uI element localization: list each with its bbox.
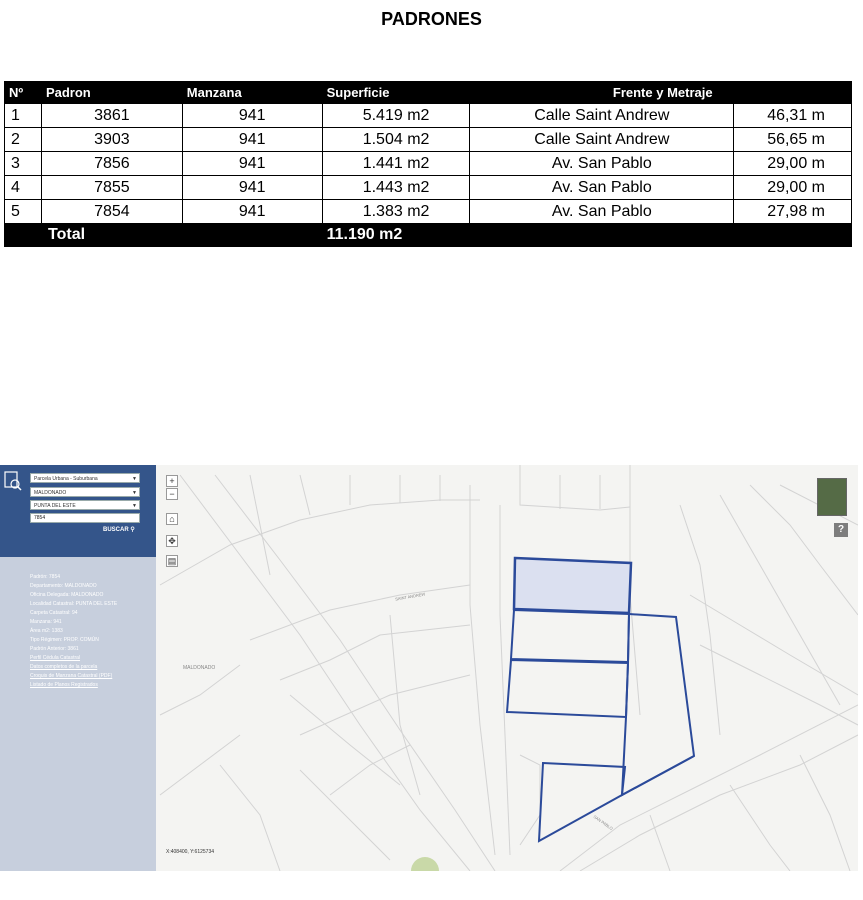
street-label: SAINT ANDREW: [394, 591, 426, 602]
chevron-down-icon: ▼: [132, 503, 137, 509]
table-header-row: [5, 82, 852, 104]
row-frente: Calle Saint Andrew: [470, 104, 734, 128]
info-line: Carpeta Catastral: 94: [30, 610, 78, 616]
row-number: 4: [5, 176, 42, 200]
row-manzana: 941: [182, 176, 322, 200]
row-manzana: 941: [182, 200, 322, 224]
zoom-out-button[interactable]: −: [166, 488, 178, 500]
chevron-down-icon: ▼: [132, 490, 137, 496]
padron-input[interactable]: 7854: [30, 513, 140, 523]
locality-select[interactable]: [30, 500, 140, 510]
table-row: [5, 176, 852, 200]
chevron-down-icon: ▼: [132, 476, 137, 482]
layer-select-value: Parcela Urbana - Suburbana: [34, 476, 98, 482]
row-number: 1: [5, 104, 42, 128]
cadastre-logo-icon: [4, 471, 22, 491]
layer-select[interactable]: [30, 473, 140, 483]
row-superficie: 1.443 m2: [322, 176, 470, 200]
help-button[interactable]: ?: [834, 523, 848, 537]
info-line: Oficina Delegada: MALDONADO: [30, 592, 104, 598]
row-manzana: 941: [182, 128, 322, 152]
row-manzana: 941: [182, 104, 322, 128]
info-link[interactable]: Croquis de Manzana Catastral (PDF): [30, 673, 113, 679]
parcel-outlines: [507, 610, 694, 841]
highlighted-parcel: [514, 558, 631, 613]
row-superficie: 5.419 m2: [322, 104, 470, 128]
row-metraje: 27,98 m: [734, 200, 852, 224]
row-frente: Av. San Pablo: [470, 152, 734, 176]
locality-select-value: PUNTA DEL ESTE: [34, 503, 76, 509]
row-number: 3: [5, 152, 42, 176]
header-frente: Frente y Metraje: [470, 82, 852, 104]
row-frente: Av. San Pablo: [470, 200, 734, 224]
header-manzana: Manzana: [182, 82, 322, 104]
pan-icon[interactable]: ✥: [166, 535, 178, 547]
info-line: Departamento: MALDONADO: [30, 583, 97, 589]
row-padron: 7855: [41, 176, 182, 200]
home-icon[interactable]: ⌂: [166, 513, 178, 525]
street-label: MALDONADO: [183, 665, 216, 671]
header-number: Nº: [5, 82, 42, 104]
table-row: [5, 128, 852, 152]
info-line: Manzana: 941: [30, 619, 62, 625]
total-row: [5, 224, 852, 247]
cadastral-map-screenshot: [0, 465, 858, 871]
header-superficie: Superficie: [322, 82, 470, 104]
street-label: SAN PABLO: [592, 814, 614, 831]
header-padron: Padron: [41, 82, 182, 104]
padrones-table: [4, 81, 852, 247]
row-padron: 7854: [41, 200, 182, 224]
row-manzana: 941: [182, 152, 322, 176]
info-link[interactable]: Datos completos de la parcela: [30, 664, 98, 670]
info-line: Padrón Anterior: 3861: [30, 646, 79, 652]
row-padron: 3903: [41, 128, 182, 152]
table-row: [5, 200, 852, 224]
row-metraje: 29,00 m: [734, 152, 852, 176]
search-button[interactable]: [103, 526, 135, 533]
row-number: 2: [5, 128, 42, 152]
zoom-in-button[interactable]: +: [166, 475, 178, 487]
table-row: [5, 104, 852, 128]
row-frente: Calle Saint Andrew: [470, 128, 734, 152]
search-button-label: BUSCAR: [103, 527, 129, 533]
info-line: Localidad Catastral: PUNTA DEL ESTE: [30, 601, 118, 607]
row-superficie: 1.441 m2: [322, 152, 470, 176]
row-metraje: 56,65 m: [734, 128, 852, 152]
total-value: 11.190 m2: [322, 224, 851, 247]
parcel-info: [30, 573, 154, 690]
coordinate-readout: X:408400, Y:6125734: [166, 849, 215, 855]
page-title: PADRONES: [381, 9, 482, 29]
department-select-value: MALDONADO: [34, 490, 67, 496]
search-icon: ⚲: [130, 527, 135, 533]
table-row: [5, 152, 852, 176]
row-superficie: 1.504 m2: [322, 128, 470, 152]
print-icon[interactable]: ▤: [167, 556, 177, 566]
side-panel-header: [0, 465, 156, 557]
row-frente: Av. San Pablo: [470, 176, 734, 200]
row-metraje: 46,31 m: [734, 104, 852, 128]
info-line: Tipo Régimen: PROP. COMÚN: [30, 637, 99, 643]
basemap-toggle[interactable]: [817, 478, 847, 516]
row-metraje: 29,00 m: [734, 176, 852, 200]
row-number: 5: [5, 200, 42, 224]
row-padron: 3861: [41, 104, 182, 128]
row-padron: 7856: [41, 152, 182, 176]
info-line: Área m2: 1383: [30, 628, 63, 634]
row-superficie: 1.383 m2: [322, 200, 470, 224]
total-label: Total: [5, 224, 183, 247]
department-select[interactable]: [30, 487, 140, 497]
side-panel: [0, 465, 156, 871]
info-link[interactable]: Perfil Cédula Catastral: [30, 655, 81, 661]
info-line: Padrón: 7854: [30, 574, 61, 580]
info-link[interactable]: Listado de Planos Registrados: [30, 682, 98, 688]
